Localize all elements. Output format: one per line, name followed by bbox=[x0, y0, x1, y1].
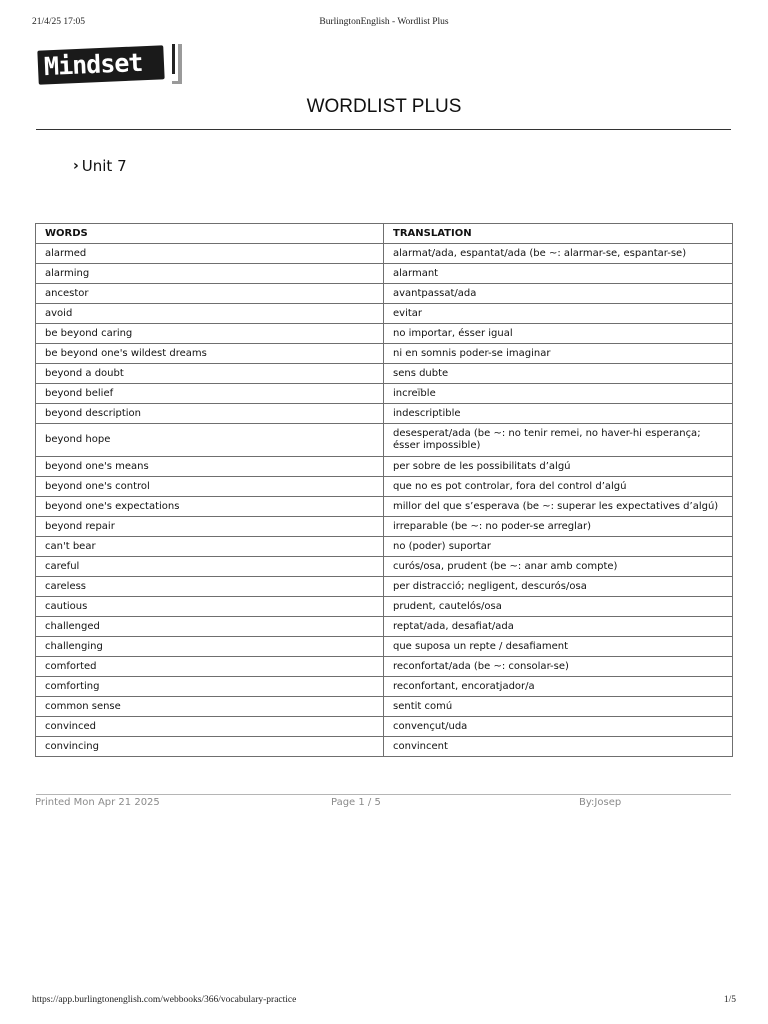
table-row bbox=[36, 384, 733, 404]
translation-cell: avantpassat/ada bbox=[384, 284, 733, 304]
translation-cell: per sobre de les possibilitats d’algú bbox=[384, 457, 733, 477]
table-row bbox=[36, 577, 733, 597]
table-row bbox=[36, 264, 733, 284]
translation-cell: que no es pot controlar, fora del control d’algú bbox=[384, 477, 733, 497]
mindset-logo bbox=[36, 44, 188, 88]
table-row bbox=[36, 617, 733, 637]
table-row bbox=[36, 284, 733, 304]
word-cell: beyond description bbox=[36, 404, 384, 424]
table-row bbox=[36, 737, 733, 757]
word-cell: alarming bbox=[36, 264, 384, 284]
word-cell: common sense bbox=[36, 697, 384, 717]
translation-cell: evitar bbox=[384, 304, 733, 324]
word-cell: comforting bbox=[36, 677, 384, 697]
table-row bbox=[36, 517, 733, 537]
word-cell: beyond a doubt bbox=[36, 364, 384, 384]
word-cell: careless bbox=[36, 577, 384, 597]
table-row bbox=[36, 244, 733, 264]
translation-cell: reconfortant, encoratjador/a bbox=[384, 677, 733, 697]
table-row bbox=[36, 537, 733, 557]
unit-heading bbox=[73, 155, 127, 177]
word-cell: beyond belief bbox=[36, 384, 384, 404]
word-cell: beyond one's expectations bbox=[36, 497, 384, 517]
word-cell: be beyond one's wildest dreams bbox=[36, 344, 384, 364]
footer-divider bbox=[36, 794, 731, 795]
translation-cell: convençut/uda bbox=[384, 717, 733, 737]
table-body bbox=[36, 244, 733, 757]
print-page-title: BurlingtonEnglish - Wordlist Plus bbox=[319, 17, 449, 27]
table-row bbox=[36, 477, 733, 497]
word-cell: alarmed bbox=[36, 244, 384, 264]
word-cell: be beyond caring bbox=[36, 324, 384, 344]
logo-text: Mindset bbox=[43, 47, 143, 82]
word-cell: convinced bbox=[36, 717, 384, 737]
logo-bracket-icon bbox=[172, 44, 182, 84]
table-row bbox=[36, 364, 733, 384]
translation-cell: curós/osa, prudent (be ~: anar amb compte) bbox=[384, 557, 733, 577]
printed-by: By:Josep bbox=[579, 797, 622, 808]
print-datetime: 21/4/25 17:05 bbox=[32, 17, 86, 27]
translation-cell: per distracció; negligent, descurós/osa bbox=[384, 577, 733, 597]
translation-cell: que suposa un repte / desafiament bbox=[384, 637, 733, 657]
printed-date: Printed Mon Apr 21 2025 bbox=[35, 797, 160, 808]
translation-cell: alarmant bbox=[384, 264, 733, 284]
unit-label: Unit 7 bbox=[81, 157, 127, 175]
table-row bbox=[36, 657, 733, 677]
translation-cell: irreparable (be ~: no poder-se arreglar) bbox=[384, 517, 733, 537]
title-divider bbox=[36, 129, 731, 130]
table-row bbox=[36, 457, 733, 477]
table-row bbox=[36, 597, 733, 617]
word-cell: cautious bbox=[36, 597, 384, 617]
table-row bbox=[36, 344, 733, 364]
page-footer bbox=[0, 797, 768, 811]
word-cell: beyond one's control bbox=[36, 477, 384, 497]
wordlist-table bbox=[35, 223, 733, 757]
table-row bbox=[36, 497, 733, 517]
translation-cell: alarmat/ada, espantat/ada (be ~: alarmar-se, espantar-se) bbox=[384, 244, 733, 264]
translation-cell: no (poder) suportar bbox=[384, 537, 733, 557]
translation-cell: increïble bbox=[384, 384, 733, 404]
translation-cell: prudent, cautelós/osa bbox=[384, 597, 733, 617]
table-row bbox=[36, 424, 733, 457]
translation-cell: indescriptible bbox=[384, 404, 733, 424]
word-cell: careful bbox=[36, 557, 384, 577]
word-cell: beyond repair bbox=[36, 517, 384, 537]
word-cell: beyond one's means bbox=[36, 457, 384, 477]
table-row bbox=[36, 717, 733, 737]
word-cell: beyond hope bbox=[36, 424, 384, 457]
table-row bbox=[36, 677, 733, 697]
word-cell: comforted bbox=[36, 657, 384, 677]
print-url: https://app.burlingtonenglish.com/webbooks/366/vocabulary-practice bbox=[32, 995, 297, 1005]
print-footer bbox=[0, 995, 768, 1009]
table-row bbox=[36, 324, 733, 344]
word-cell: avoid bbox=[36, 304, 384, 324]
print-page-number: 1/5 bbox=[723, 995, 736, 1005]
chevron-right-icon: › bbox=[73, 158, 79, 174]
translation-cell: sens dubte bbox=[384, 364, 733, 384]
word-cell: challenged bbox=[36, 617, 384, 637]
document-title: WORDLIST PLUS bbox=[306, 96, 462, 117]
word-cell: can't bear bbox=[36, 537, 384, 557]
translation-cell: desesperat/ada (be ~: no tenir remei, no haver-hi esperança; ésser impossible) bbox=[384, 424, 733, 457]
translation-cell: reptat/ada, desafiat/ada bbox=[384, 617, 733, 637]
table-header-row bbox=[36, 224, 733, 244]
table-row bbox=[36, 404, 733, 424]
header-words: WORDS bbox=[36, 224, 384, 244]
translation-cell: millor del que s’esperava (be ~: superar les expectatives d’algú) bbox=[384, 497, 733, 517]
word-cell: convincing bbox=[36, 737, 384, 757]
word-cell: ancestor bbox=[36, 284, 384, 304]
table-row bbox=[36, 697, 733, 717]
table-row bbox=[36, 557, 733, 577]
translation-cell: sentit comú bbox=[384, 697, 733, 717]
translation-cell: convincent bbox=[384, 737, 733, 757]
translation-cell: reconfortat/ada (be ~: consolar-se) bbox=[384, 657, 733, 677]
translation-cell: ni en somnis poder-se imaginar bbox=[384, 344, 733, 364]
table-row bbox=[36, 304, 733, 324]
translation-cell: no importar, ésser igual bbox=[384, 324, 733, 344]
print-header bbox=[0, 17, 768, 31]
header-translation: TRANSLATION bbox=[384, 224, 733, 244]
page-indicator: Page 1 / 5 bbox=[331, 797, 381, 808]
table-row bbox=[36, 637, 733, 657]
word-cell: challenging bbox=[36, 637, 384, 657]
